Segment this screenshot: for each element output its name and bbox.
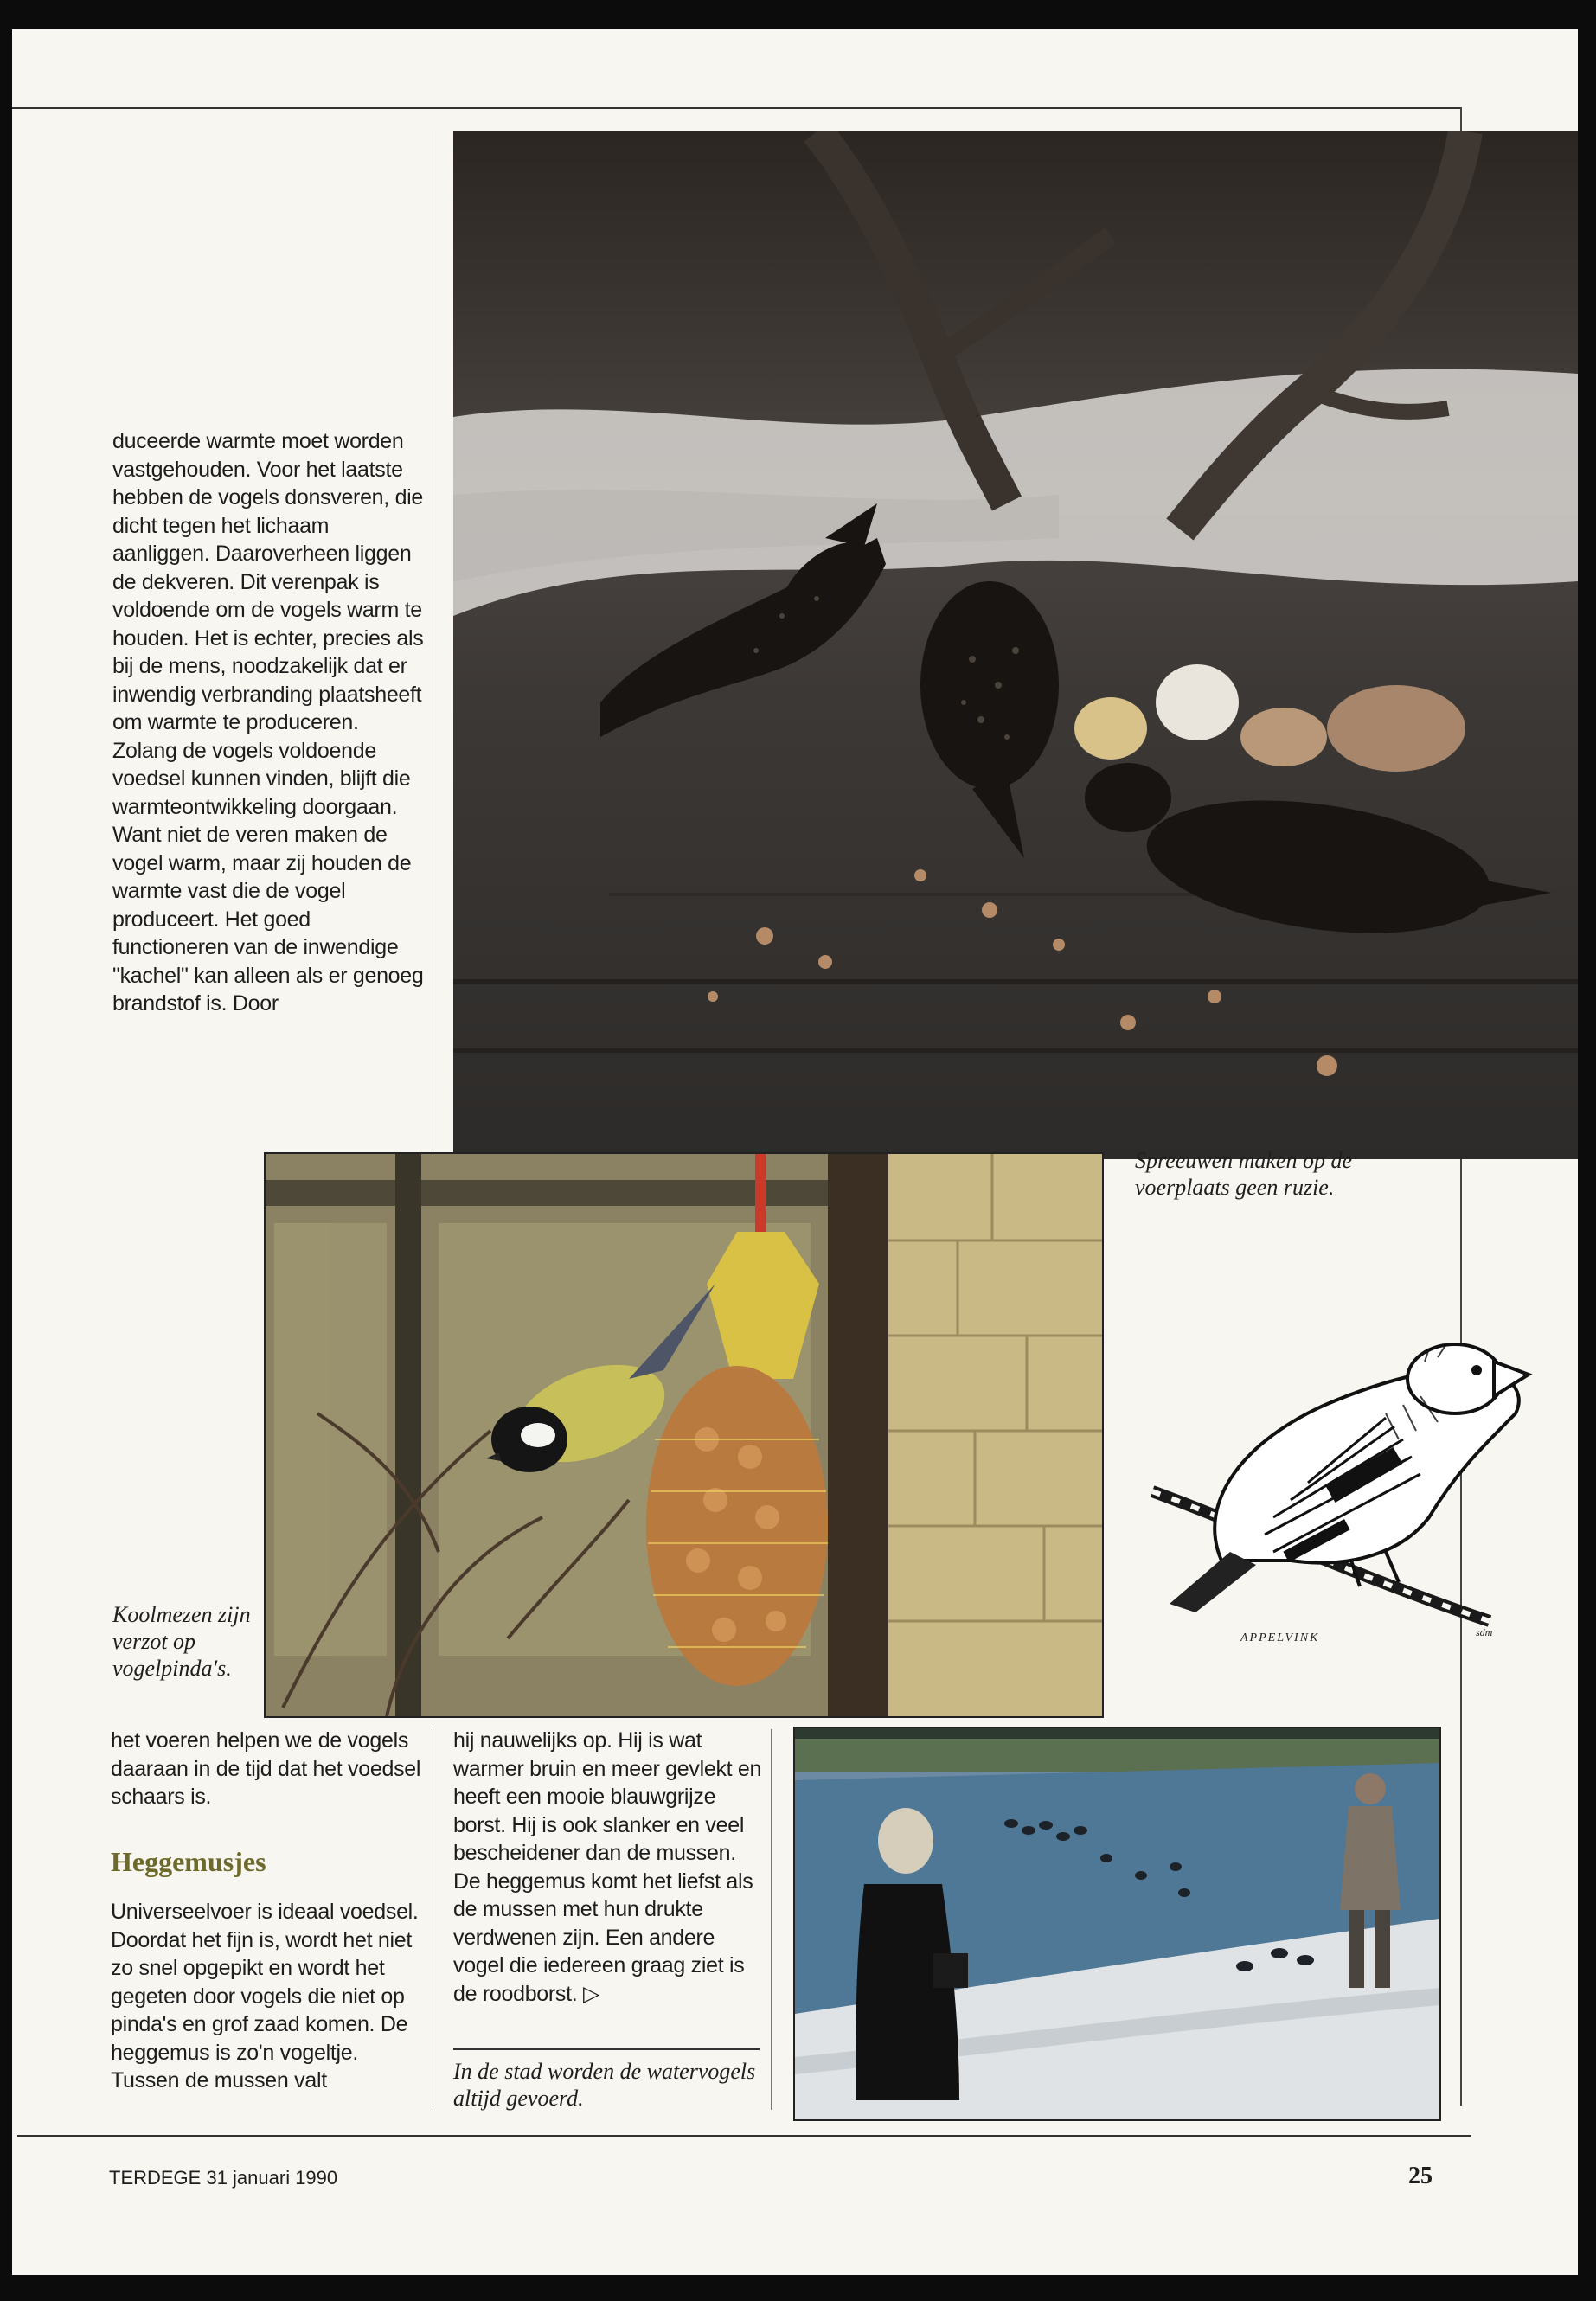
bottom-rule bbox=[17, 2135, 1471, 2137]
page-number: 25 bbox=[1408, 2163, 1433, 2189]
caption-rule bbox=[453, 2048, 760, 2050]
section-heading: Heggemusjes bbox=[111, 1846, 266, 1877]
article-column-3: hij nauwelijks op. Hij is wat warmer bruin en meer gevlekt en heeft een mooie blauwgrijze borst. Hij is ook slanker en veel bescheidener dan de mussen. De heggemus komt het liefst als de mussen met hun drukte verdwenen zijn. Een andere vogel die iedereen graag ziet is de roodborst. ▷ bbox=[453, 1728, 762, 2006]
illustrator-signature: sdm bbox=[1476, 1626, 1493, 1638]
city-caption: In de stad worden de watervogels altijd gevoerd. bbox=[453, 2059, 756, 2111]
great-tit-caption: Koolmezen zijn verzot op vogelpinda's. bbox=[112, 1602, 251, 1681]
starlings-caption: Spreeuwen maken op de voerplaats geen ruzie. bbox=[1135, 1148, 1353, 1200]
article-column-2-top: het voeren helpen we de vogels daaraan in de tijd dat het voedsel schaars is. bbox=[111, 1728, 421, 1809]
column-rule bbox=[771, 1729, 772, 2110]
illustration-label: APPELVINK bbox=[1240, 1631, 1320, 1644]
starlings-photo bbox=[453, 131, 1578, 1159]
waterbirds-photo bbox=[793, 1727, 1441, 2121]
article-column-2-bottom: Universeelvoer is ideaal voedsel. Doordat het fijn is, wordt het niet zo snel opgepikt en wordt het gegeten door vogels die niet op pinda's en grof zaad komen. De heggemus is zo'n vogeltje. Tussen de mussen valt bbox=[111, 1900, 419, 2093]
top-rule bbox=[12, 107, 1461, 109]
magazine-page bbox=[12, 29, 1578, 2275]
footer-publication: TERDEGE 31 januari 1990 bbox=[109, 2167, 338, 2189]
article-column-1: duceerde warmte moet worden vastgehouden. Voor het laatste hebben de vogels donsveren, die dicht tegen het lichaam aanliggen. Daaroverheen liggen de dekveren. Dit verenpak is voldoende om de vogels warm te houden. Het is echter, precies als bij de mens, noodzakelijk dat er inwendig verbranding plaatsheeft om warmte te produceren. Zolang de vogels voldoende voedsel kunnen vinden, blijft die warmteontwikkeling doorgaan. Want niet de veren maken de vogel warm, maar zij houden de warmte vast die de vogel produceert. Het goed functioneren van de inwendige "kachel" kan alleen als er genoeg brandstof is. Door bbox=[112, 429, 424, 1016]
great-tit-photo bbox=[264, 1152, 1104, 1718]
hawfinch-illustration bbox=[1144, 1275, 1533, 1647]
